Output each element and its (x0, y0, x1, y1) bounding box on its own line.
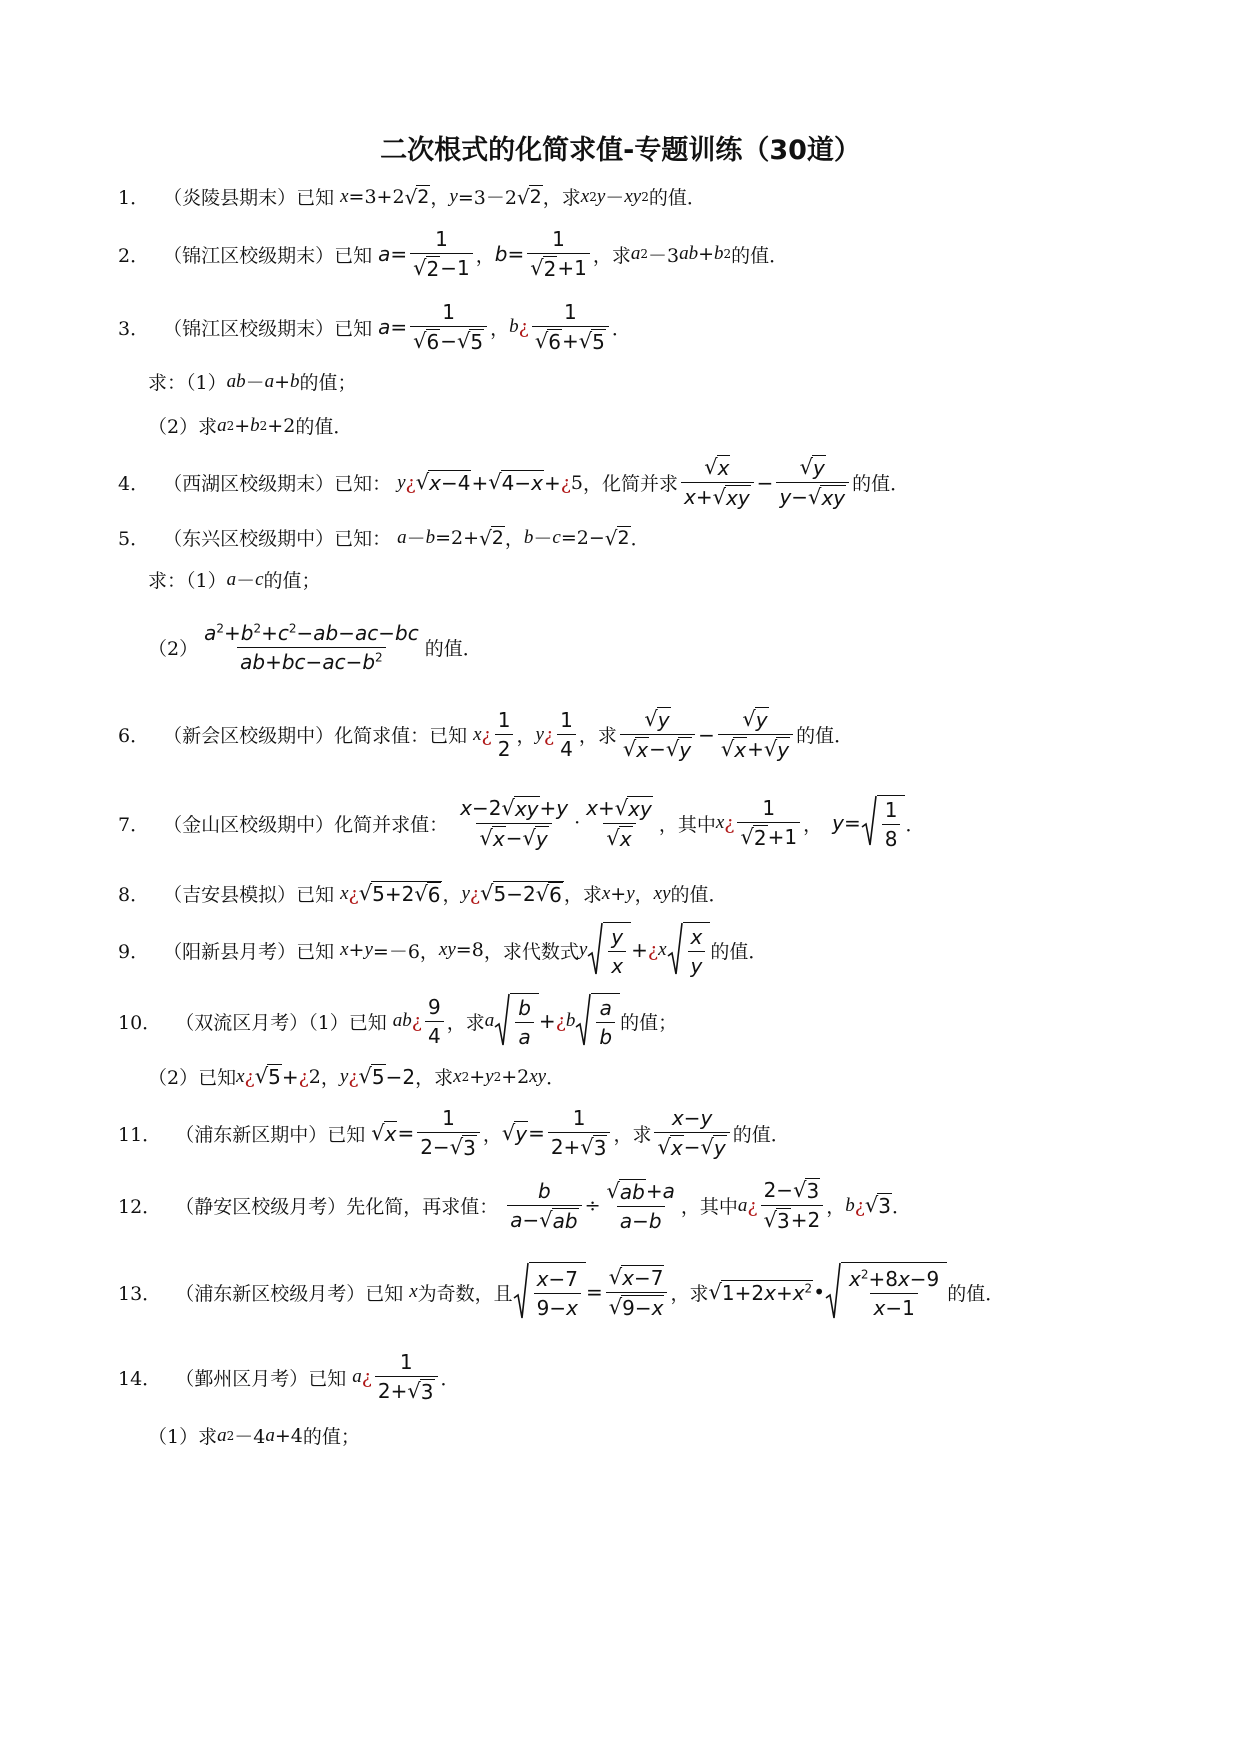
problem-5-part1: 求：（1） a － c 的值； (148, 568, 321, 592)
problem-4: 4． （西湖区校级期末）已知： y ¿ √ x−4 + √ 4−x + ¿ 5 ，化简并求 √ x x+ √ xy − √ y y− √ xy 的值． (118, 455, 910, 510)
problem-11: 11． （浦东新区期中）已知 √ x = 1 2− √ 3 ， √ y = 1 2+ √ 3 ，求 x−y √ x − √ y 的值． (118, 1106, 790, 1160)
problem-3-part2: （2）求 a 2 + b 2 +2 的值． (148, 414, 353, 438)
problem-5-part2: （2） $\frac{a^2+b^2+c^2-ab-ac-bc}{ab+bc-ac-b^2}$ 的值． (148, 621, 482, 674)
problem-7: 7． （金山区校级期中）化简并求值： x−2 √ xy +y √ x − √ y · x+ √ xy √ x ，其中 x ¿ 1 √ 2 +1 ， y = $\frac{1}{8}$ ． (118, 795, 925, 851)
problem-3: 3． （锦江区校级期末）已知 a = 1 √ 6 − √ 5 ， b ¿ 1 √ 6 + √ 5 ． (118, 300, 631, 354)
problem-14-part1: （1）求 a 2 －4 a +4 的值； (148, 1424, 360, 1448)
problem-13: 13． （浦东新区校级月考）已知 x 为奇数，且 $\frac{x-7}{9-x}$ = √ x−7 √ 9−x ，求 √ $1+2x+x^2$ • $\frac{x^2+8x-9}{x-1}$ 的值． (118, 1262, 1004, 1322)
problem-14: 14． （鄞州区月考）已知 a ¿ 1 2+ √ 3 ． (118, 1350, 460, 1404)
problem-1: 1． （炎陵县期末）已知 x =3+2 √ 2 ， y =3－2 √ 2 ，求 x 2 y － xy 2 的值． (118, 184, 706, 209)
problem-12: 12． （静安区校级月考）先化简，再求值： b a− √ ab ÷ √ ab +a a−b ，其中 a ¿ 2− √ 3 √ 3 +2 ， b ¿ √ 3 ． (118, 1178, 912, 1233)
problem-3-part1: 求：（1） ab － a + b 的值； (148, 370, 357, 394)
problem-8: 8． （吉安县模拟）已知 x ¿ √ 5+2 √ 6 ， y ¿ √ 5−2 √ 6 ，求 x + y ， xy 的值． (118, 880, 728, 907)
problem-9: 9． （阳新县月考）已知 x + y =－6， xy =8 ，求代数式 y $\frac{y}{x}$ + ¿ x $\frac{x}{y}$ 的值． (118, 922, 767, 978)
problem-2: 2． （锦江区校级期末）已知 a = 1 √ 2 −1 ， b = 1 √ 2 +1 ，求 a 2 －3 ab + b 2 的值． (118, 227, 789, 281)
problem-10: 10． （双流区月考）（1）已知 ab ¿ $\frac{9}{4}$ ，求 a $\frac{b}{a}$ + ¿ b $\frac{a}{b}$ 的值； (118, 994, 678, 1049)
problem-6: 6． （新会区校级期中）化简求值：已知 x ¿ $\frac{1}{2}$ ， y ¿ $\frac{1}{4}$ ，求 √ y √ x − √ y − √ y √ x + √ y 的值． (118, 707, 854, 762)
page-title: 二次根式的化简求值-专题训练（30道） (380, 135, 861, 166)
problem-10-part2: （2）已知 x ¿ √ 5 + ¿ 2 ， y ¿ √ 5 −2 ，求 x 2 + y 2 +2 xy ． (148, 1064, 566, 1089)
problem-5: 5． （东兴区校级期中）已知： a － b =2+ √ 2 ， b － c =2− √ 2 ． (118, 525, 650, 550)
